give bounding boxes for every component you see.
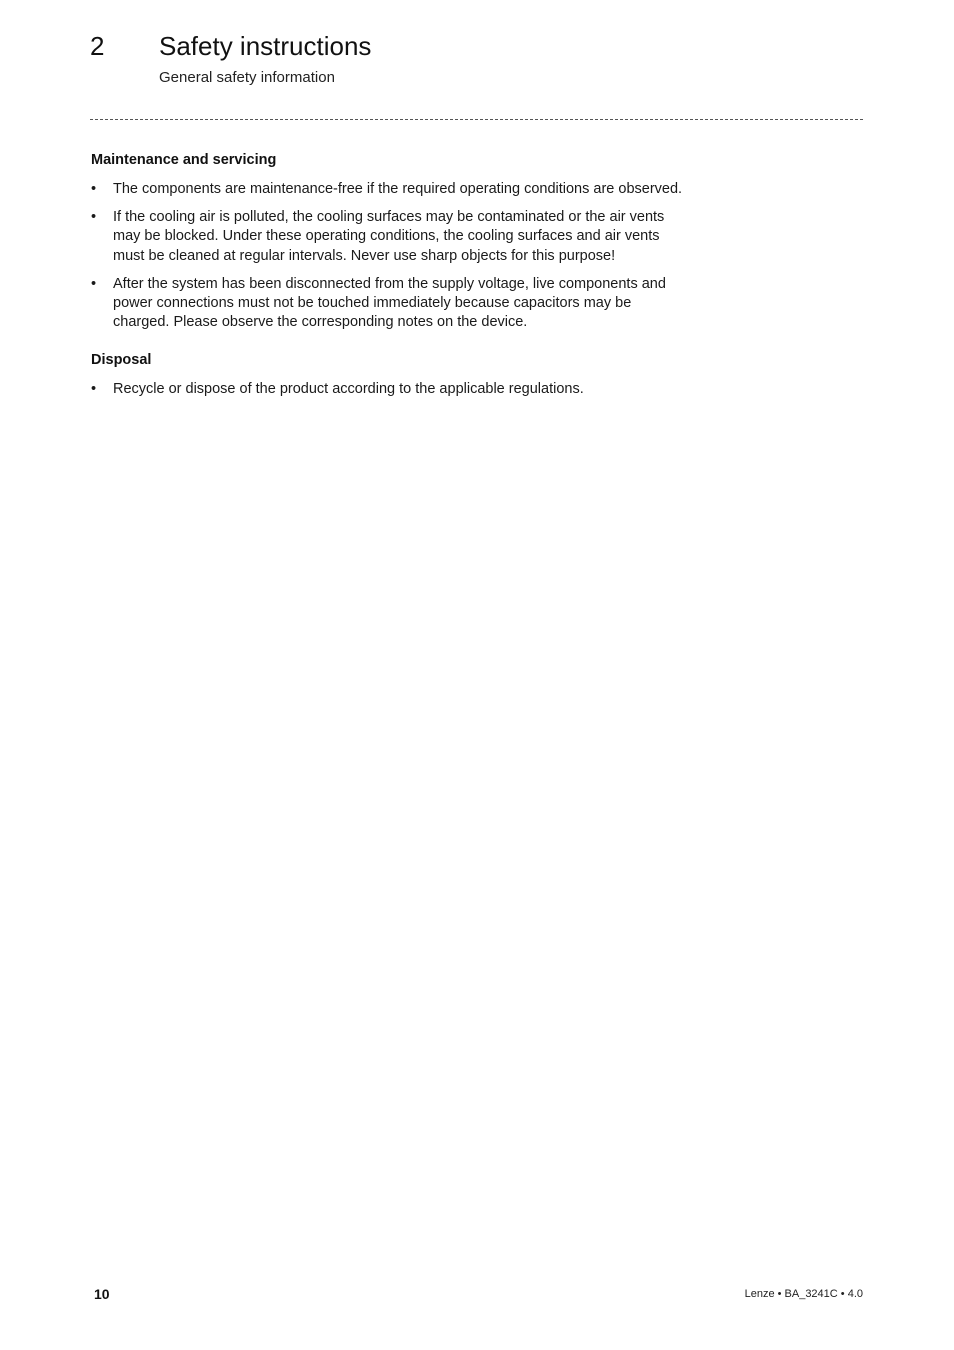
chapter-title: Safety instructions: [159, 31, 372, 61]
section-heading: Maintenance and servicing: [91, 152, 277, 168]
list-item-text: After the system has been disconnected from the supply voltage, live components and power connections must not be touched immediately because capacitors may be charged. Please observe the corresponding notes on the device.: [113, 275, 666, 331]
chapter-number: 2: [90, 31, 105, 61]
list-item-text: The components are maintenance-free if the required operating conditions are observed.: [113, 181, 683, 197]
list-item: [91, 180, 691, 199]
section-maintenance: [91, 150, 691, 332]
bullet-icon: •: [91, 181, 97, 197]
header-divider: [90, 119, 863, 120]
bullet-list: [91, 380, 691, 399]
list-item-text: Recycle or dispose of the product according to the applicable regulations.: [113, 381, 584, 398]
list-item: [91, 208, 691, 266]
bullet-list: [91, 180, 691, 332]
section-heading: Disposal: [91, 352, 152, 369]
list-item-text: If the cooling air is polluted, the cooling surfaces may be contaminated or the air vents may be blocked. Under these operating conditions, the cooling surfaces and air vents must be cleaned at regular intervals. Never use sharp objects for this purpose!: [113, 209, 665, 264]
list-item: [91, 275, 691, 333]
footer-page-number: 10: [94, 1286, 110, 1302]
bullet-icon: •: [91, 275, 97, 292]
section-disposal: [91, 350, 691, 399]
bullet-icon: •: [91, 209, 97, 226]
bullet-icon: •: [91, 381, 97, 398]
list-item: [91, 380, 691, 399]
page-content: [91, 150, 691, 418]
footer-document-info: Lenze • BA_3241C • 4.0: [744, 1288, 863, 1300]
chapter-subtitle: General safety information: [159, 69, 335, 86]
